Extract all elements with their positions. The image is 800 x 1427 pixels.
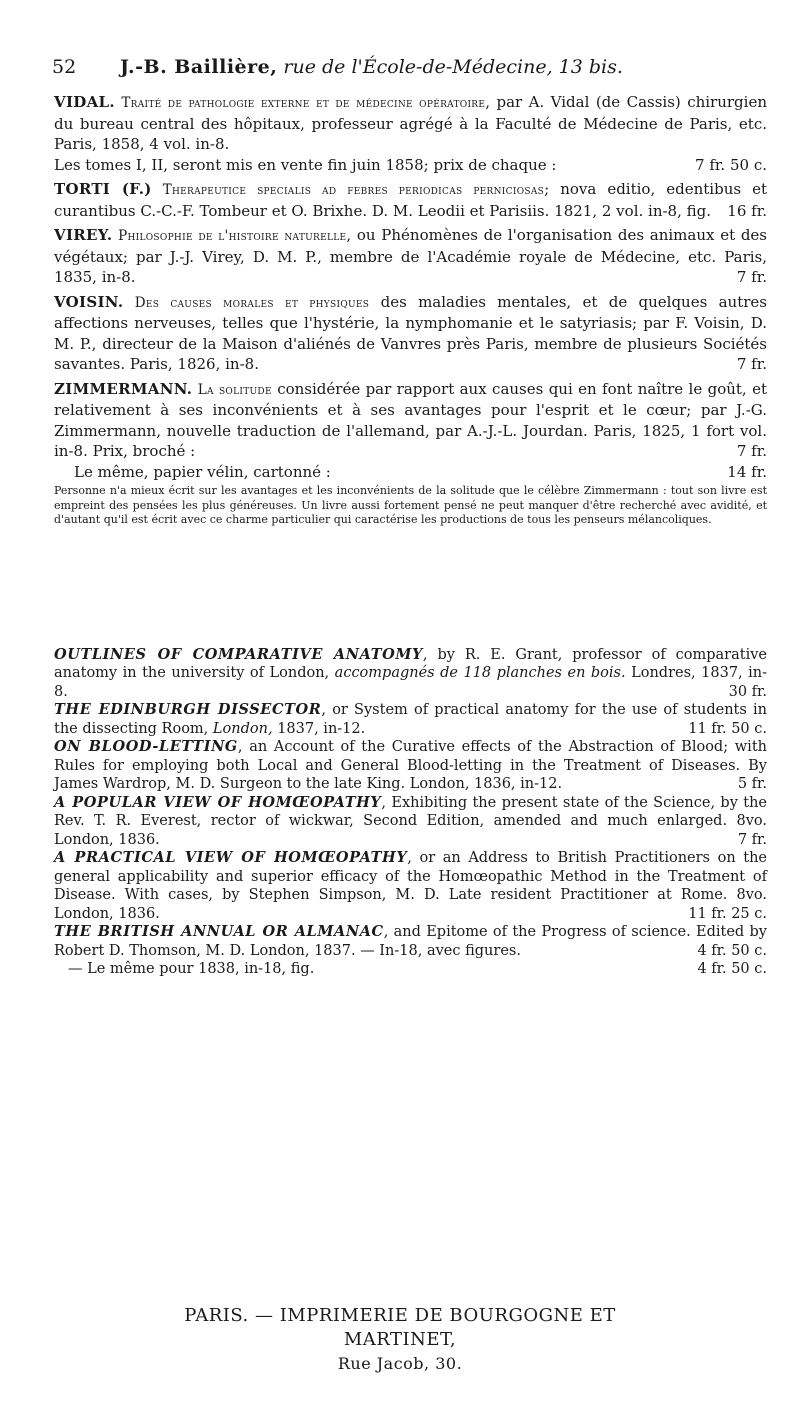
entry-text: , Exhibiting the present state of the Science, by the Rev. T. R. Everest, rector of wickwar, Second Edition, amended and much enlarged. 8vo. London, 1836. (54, 794, 767, 848)
entry-title: La solitude (197, 381, 272, 398)
entry-price: 11 fr. 50 c. (688, 720, 767, 737)
printer-imprint (140, 1304, 660, 1376)
entry-text-note: Les tomes I, II, seront mis en vente fin juin 1858; prix de chaque : (54, 155, 557, 174)
entry-voisin (54, 292, 767, 375)
entry-title: OUTLINES OF COMPARATIVE ANATOMY (54, 645, 423, 663)
entry-vidal (54, 92, 767, 155)
entry-imprint: Londres, 1837, in-8. (54, 665, 768, 700)
entry-author: ZIMMERMANN. (54, 379, 193, 398)
page-number: 52 (52, 56, 77, 78)
entry-price: 5 fr. (737, 776, 767, 792)
entry-title: A POPULAR VIEW OF HOMŒOPATHY (54, 793, 382, 811)
entry-price-variant: 14 fr. (727, 462, 767, 481)
entry-author: TORTI (F.) (54, 180, 152, 198)
entry-price: 4 fr. 50 c. (697, 942, 767, 959)
entry-text: , by R. E. Grant, professor of comparative anatomy in the university of London, (54, 646, 767, 681)
entry-title: A PRACTICAL VIEW OF HOMŒOPATHY (54, 849, 408, 866)
entry-popular-homoeopathy (54, 794, 767, 850)
entry-zimmermann (54, 379, 767, 462)
entry-british-annual (54, 923, 767, 960)
entry-variant-text: Le même, papier vélin, cartonné : (74, 462, 331, 481)
entry-virey (54, 225, 767, 288)
entry-variant-text: — Le même pour 1838, in-18, fig. (68, 961, 315, 977)
entry-price: 11 fr. 25 c. (688, 905, 767, 922)
entry-text: ; nova editio, edentibus et curantibus C.-C.-F. Tombeur et O. Brixhe. D. M. Leodii et Parisiis. 1821, 2 vol. in-8, fig. (54, 180, 767, 220)
entry-title: Philosophie de l'histoire naturelle (118, 228, 347, 244)
entry-text: , ou Phénomènes de l'organisation des animaux et des végétaux; par J.-J. Virey, D. M. P., membre de l'Académie royale de Médecine, etc. Paris, 1835, in-8. (54, 226, 767, 286)
entry-price: 7 fr. (736, 355, 767, 373)
entry-imprint: 1837, in-12. (277, 720, 366, 737)
entry-text: , an Account of the Curative effects of the Abstraction of Blood; with Rules for employing both Local and General Blood-letting in the Treatment of Diseases. By James Wardrop, M. D. Surgeon to the late King. London, 1836, in-12. (54, 739, 767, 792)
entry-text: des maladies mentales, et de quelques autres affections nerveuses, telles que l'hystérie, la nymphomanie et le satyriasis; par F. Voisin, D. M. P., directeur de la Maison d'aliénés de Vanvres près Paris, membre de plusieurs Sociétés savantes. Paris, 1826, in-8. (54, 292, 767, 373)
entry-title: THE BRITISH ANNUAL OR ALMANAC (54, 923, 384, 940)
printer-address: Rue Jacob, 30. (337, 1354, 463, 1373)
entry-title: Des causes morales et physiques (134, 294, 370, 311)
entry-price: 7 fr. (736, 442, 767, 460)
entry-title: THE EDINBURGH DISSECTOR (54, 701, 322, 718)
printer-name: PARIS. — IMPRIMERIE DE BOURGOGNE ET MARTINET, (184, 1305, 616, 1350)
entry-title: ON BLOOD-LETTING (54, 738, 238, 755)
entry-practical-homoeopathy (54, 849, 767, 923)
entry-price: 30 fr. (728, 683, 767, 700)
entry-title: Therapeutice specialis ad febres periodicas perniciosas (162, 182, 545, 198)
entry-vidal-pricing (54, 155, 767, 176)
entry-italic-text: accompagnés de 118 planches en bois. (334, 665, 626, 681)
entry-torti (54, 179, 767, 221)
entry-author: VIDAL. (54, 93, 115, 111)
entry-text: , or System of practical anatomy for the use of students in the dissecting Room, (54, 702, 767, 737)
entry-grant-anatomy (54, 646, 767, 702)
entry-author: VOISIN. (54, 292, 124, 311)
running-header (38, 56, 758, 84)
publisher-address: rue de l'École-de-Médecine, 13 bis. (283, 56, 623, 78)
publisher-name: J.-B. Baillière, (120, 56, 278, 78)
entry-text: considérée par rapport aux causes qui en font naître le goût, et relativement à ses inconvénients et à ses avantages pour l'esprit et le cœur; par J.-G. Zimmermann, nouvelle traduction de l'allemand, par A.-J.-L. Jourdan. Paris, 1825, 1 fort vol. in-8. Prix, broché : (54, 379, 767, 460)
entry-price-variant: 4 fr. 50 c. (697, 961, 767, 977)
entry-price: 7 fr. (737, 831, 767, 848)
entry-price: 16 fr. (727, 201, 767, 220)
entry-price: 7 fr. (736, 268, 767, 286)
entry-author: VIREY. (54, 226, 113, 244)
entry-blood-letting (54, 738, 767, 794)
entry-zimmermann-note: Personne n'a mieux écrit sur les avantages et les inconvénients de la solitude que le célèbre Zimmermann : tout son livre est empreint des pensées les plus généreuses. Un livre aussi fortement pensé ne peut manquer d'être recherché avec avidité, et d'autant qu'il est écrit avec ce charme particulier qui caractérise les productions de tous les penseurs mélancoliques. (54, 484, 767, 526)
entry-edinburgh-dissector (54, 701, 767, 738)
entry-title: Traité de pathologie externe et de médecine opératoire (121, 95, 486, 111)
catalogue-listing (54, 92, 767, 979)
entry-price: 7 fr. 50 c. (695, 155, 767, 174)
entry-zimmermann-variant (54, 462, 767, 483)
entry-text: , and Epitome of the Progress of science. Edited by Robert D. Thomson, M. D. London, 1837. — In-18, avec figures. (54, 924, 767, 959)
entry-british-annual-variant (54, 960, 767, 979)
entry-italic-text: London, (212, 720, 273, 737)
entry-text: , par A. Vidal (de Cassis) chirurgien du bureau central des hôpitaux, professeur agrégé à la Faculté de Médecine de Paris, etc. Paris, 1858, 4 vol. in-8. (54, 93, 767, 153)
publisher-line (120, 56, 623, 78)
entry-text: , or an Address to British Practitioners on the general applicability and superior efficacy of the Homœopathic Method in the Treatment of Disease. With cases, by Stephen Simpson, M. D. Late resident Practitioner at Rome. 8vo. London, 1836. (54, 850, 767, 922)
